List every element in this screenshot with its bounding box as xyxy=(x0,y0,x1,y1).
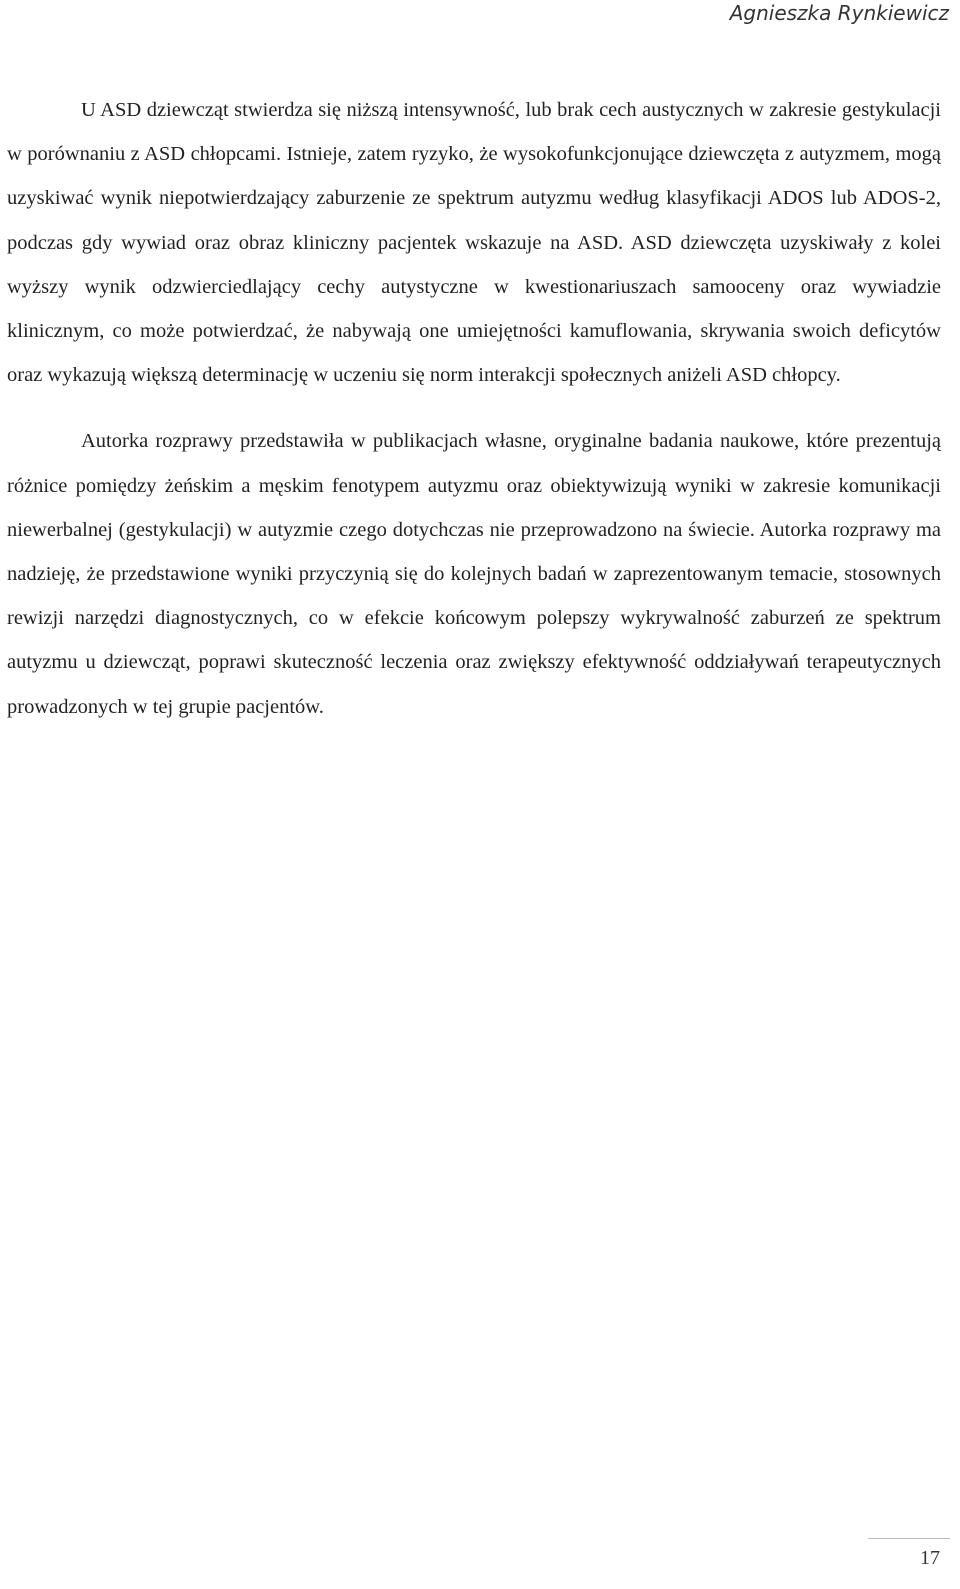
page-number: 17 xyxy=(920,1547,940,1569)
running-header-author: Agnieszka Rynkiewicz xyxy=(729,1,949,25)
paragraph: U ASD dziewcząt stwierdza się niższą intensywność, lub brak cech austycznych w zakresie gestykulacji w porównaniu z ASD chłopcami. Istnieje, zatem ryzyko, że wysokofunkcjonujące dziewczęta z autyzmem, mogą uzyskiwać wynik niepotwierdzający zaburzenie ze spektrum autyzmu według klasyfikacji ADOS lub ADOS-2, podczas gdy wywiad oraz obraz kliniczny pacjentek wskazuje na ASD. ASD dziewczęta uzyskiwały z kolei wyższy wynik odzwierciedlający cechy autystyczne w kwestionariuszach samooceny oraz wywiadzie klinicznym, co może potwierdzać, że nabywają one umiejętności kamuflowania, skrywania swoich deficytów oraz wykazują większą determinację w uczeniu się norm interakcji społecznych aniżeli ASD chłopcy. xyxy=(7,99,941,387)
body-text xyxy=(7,88,941,729)
footer-divider xyxy=(868,1538,950,1539)
paragraph: Autorka rozprawy przedstawiła w publikacjach własne, oryginalne badania naukowe, które prezentują różnice pomiędzy żeńskim a męskim fenotypem autyzmu oraz obiektywizują wyniki w zakresie komunikacji niewerbalnej (gestykulacji) w autyzmie czego dotychczas nie przeprowadzono na świecie. Autorka rozprawy ma nadzieję, że przedstawione wyniki przyczynią się do kolejnych badań w zaprezentowanym temacie, stosownych rewizji narzędzi diagnostycznych, co w efekcie końcowym polepszy wykrywalność zaburzeń ze spektrum autyzmu u dziewcząt, poprawi skuteczność leczenia oraz zwiększy efektywność oddziaływań terapeutycznych prowadzonych w tej grupie pacjentów. xyxy=(7,430,941,718)
